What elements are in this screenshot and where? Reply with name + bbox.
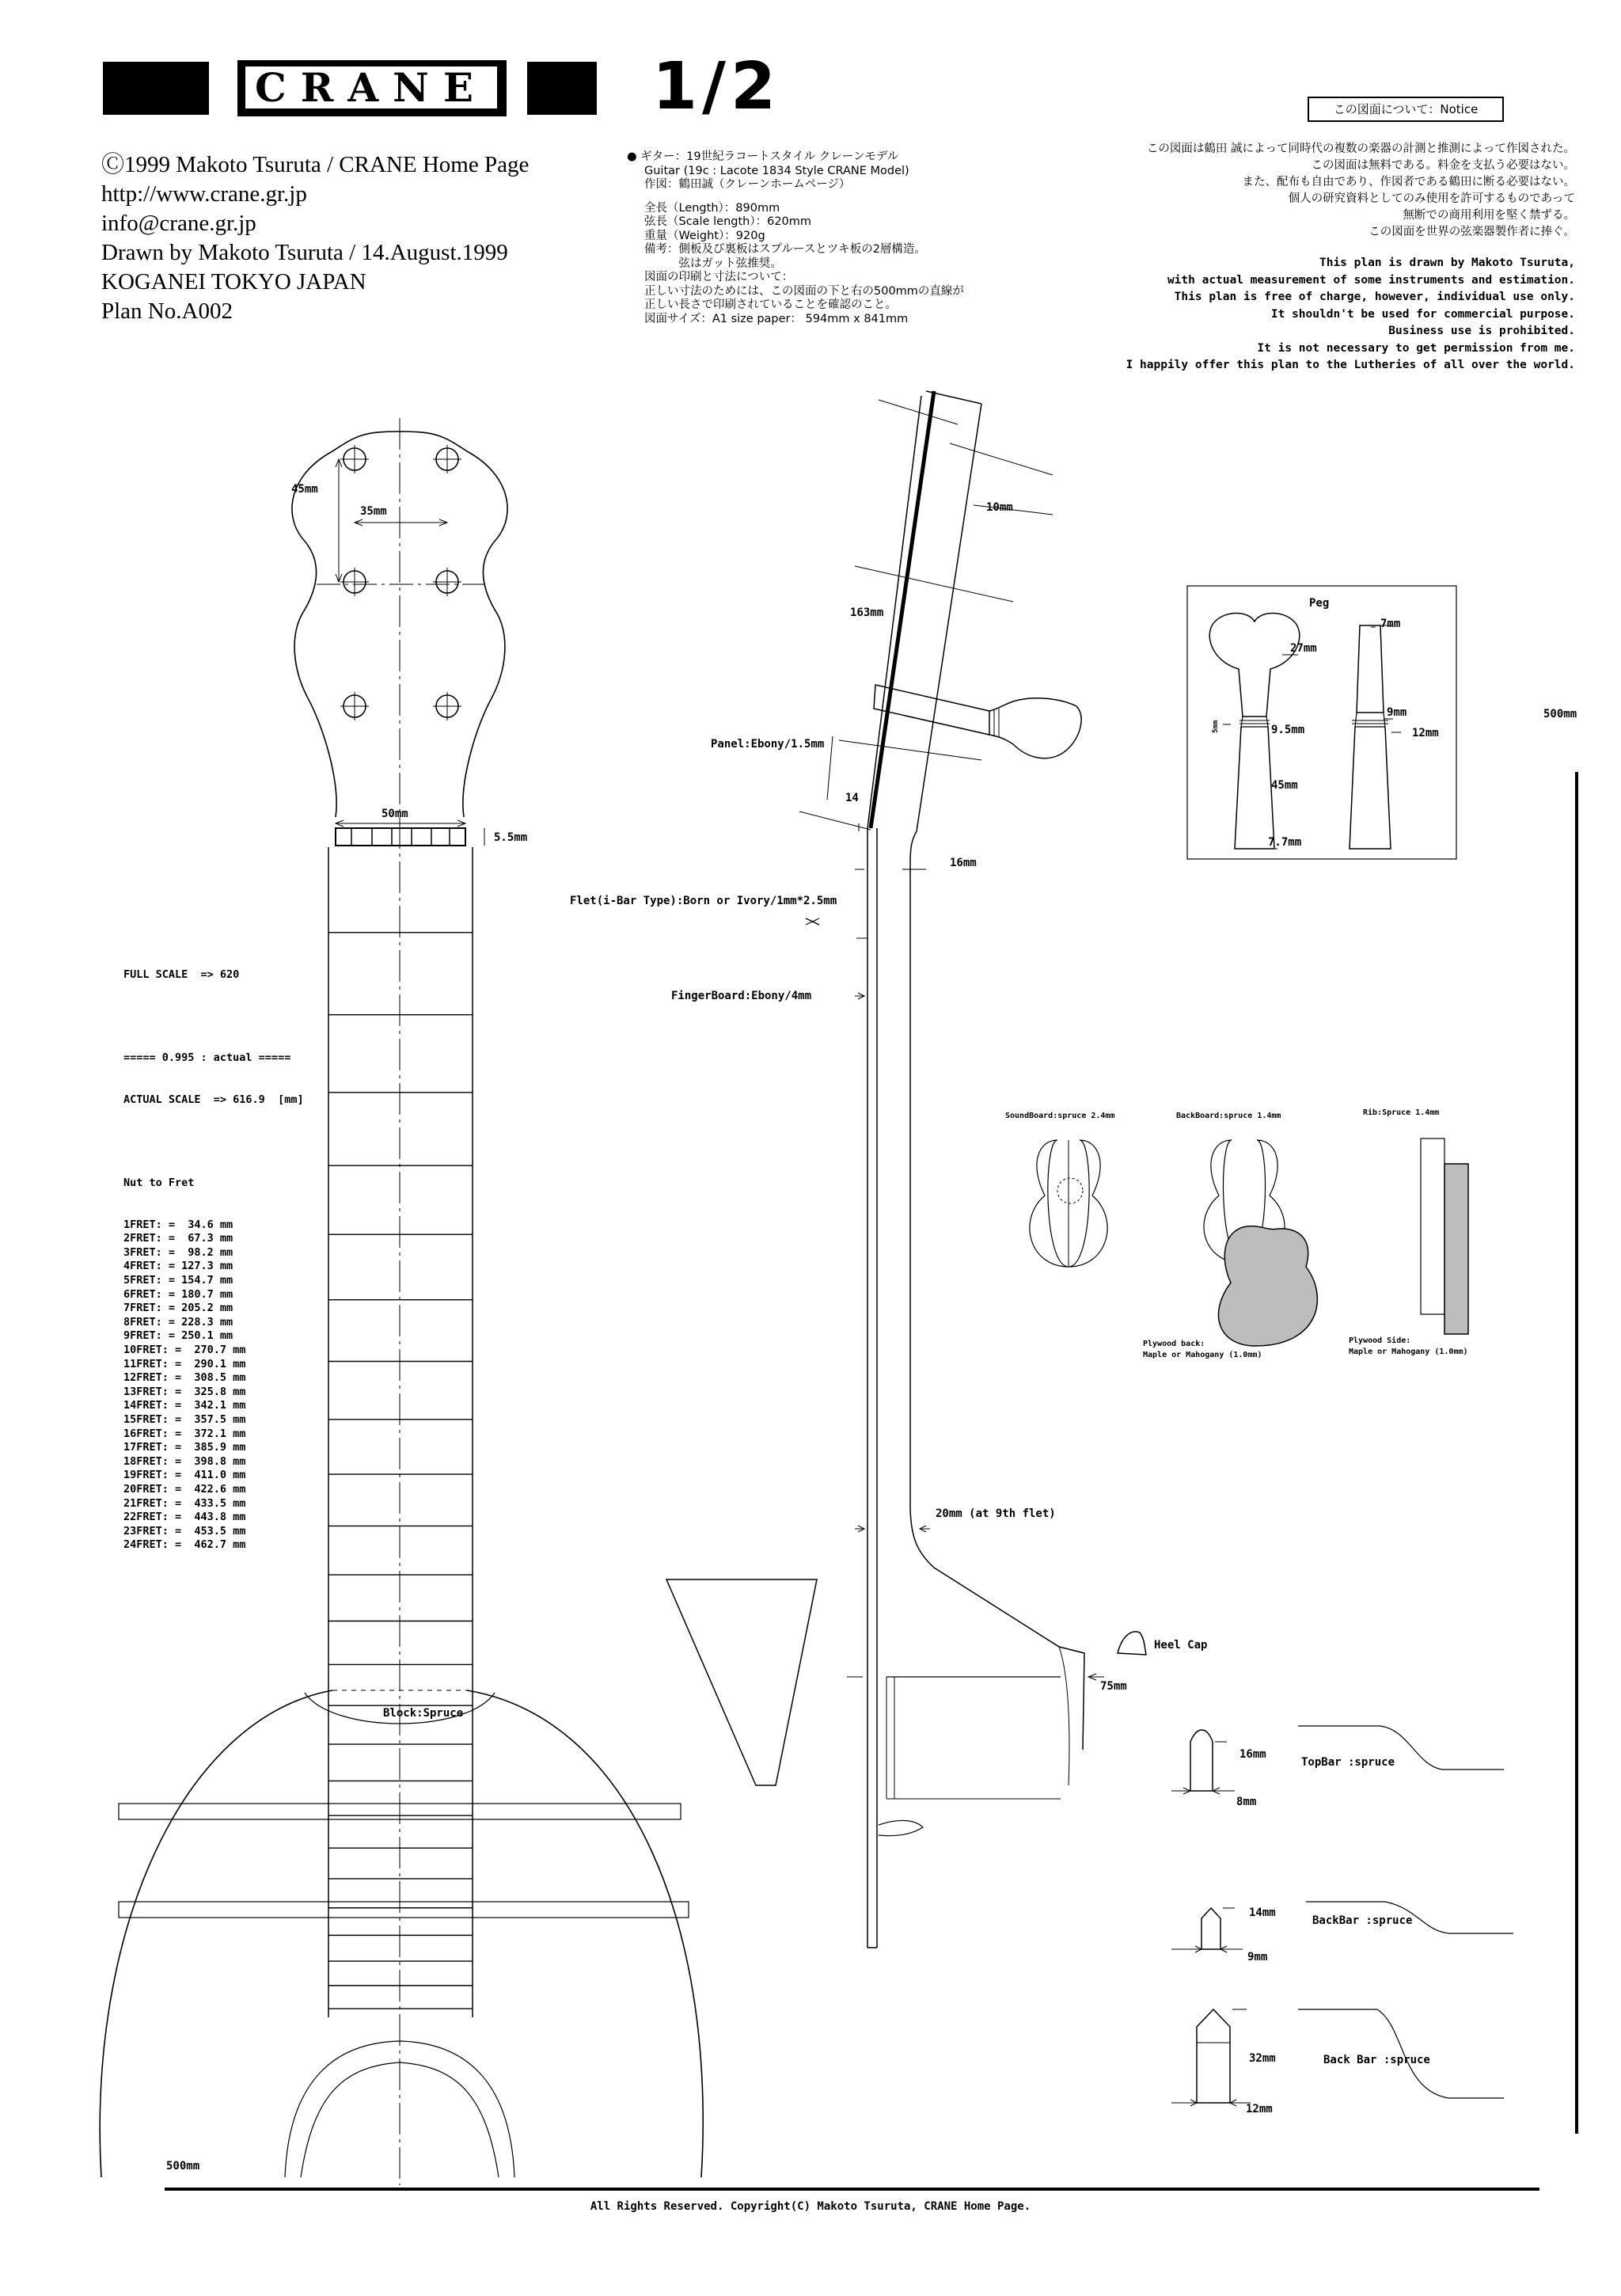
dim-peg-7-7: 7.7mm — [1268, 836, 1302, 849]
label-topbar: TopBar :spruce — [1301, 1756, 1395, 1769]
fret-row: 1FRET: = 34.6 mm — [123, 1218, 233, 1231]
notice-jp-line: また、配布も自由であり、作図者である鶴田に断る必要はない。 — [1242, 176, 1575, 188]
dim-side-20: 20mm (at 9th flet) — [936, 1507, 1056, 1520]
label-fret-type: Flet(i-Bar Type):Born or Ivory/1mm*2.5mm — [570, 895, 837, 907]
label-backbar: BackBar :spruce — [1312, 1914, 1413, 1927]
crane-logo-text: CRANE — [245, 67, 497, 108]
notice-jp-line: 個人の研究資料としてのみ使用を許可するものであって — [1288, 192, 1575, 205]
peg-front-view — [1209, 613, 1300, 717]
label-backboard: BackBoard:spruce 1.4mm — [1176, 1112, 1281, 1120]
notice-jp-line: 無断での商用利用を堅く禁ずる。 — [1403, 209, 1575, 222]
fret-row: 14FRET: = 342.1 mm — [123, 1399, 246, 1412]
spec-line: 図面の印刷と寸法について： — [644, 271, 794, 283]
fret-row: 13FRET: = 325.8 mm — [123, 1385, 246, 1398]
notice-en-line: It shouldn't be used for commercial purpose. — [1270, 307, 1575, 321]
dim-side-163: 163mm — [850, 606, 884, 619]
label-panel: Panel:Ebony/1.5mm — [711, 738, 825, 751]
spec-drawn: 作図：鶴田誠（クレーンホームページ） — [644, 178, 851, 191]
credit-plan-number: Plan No.A002 — [101, 298, 233, 324]
label-rib: Rib:Spruce 1.4mm — [1363, 1108, 1440, 1117]
notice-en-line: Business use is prohibited. — [1388, 325, 1575, 337]
fret-heading: Nut to Fret — [123, 1176, 195, 1189]
spec-line: 正しい寸法のためには、この図面の下と右の500mmの直線が — [644, 284, 964, 298]
dim-side-16: 16mm — [950, 857, 977, 869]
spec-line: 弦長（Scale length）：620mm — [644, 215, 812, 228]
fret-row: 5FRET: = 154.7 mm — [123, 1274, 233, 1287]
dim-head-45: 45mm — [291, 483, 318, 496]
fret-row: 19FRET: = 411.0 mm — [123, 1469, 246, 1482]
dim-peg-45: 45mm — [1271, 779, 1298, 792]
scale-title: 1/2 — [652, 49, 781, 124]
dim-peg-7: 7mm — [1380, 618, 1401, 630]
fret-row: 2FRET: = 67.3 mm — [123, 1232, 233, 1245]
dim-side-10: 10mm — [986, 501, 1013, 514]
notice-box: この図面について：Notice — [1308, 97, 1504, 122]
dim-backbar2-32: 32mm — [1249, 2052, 1276, 2065]
fret-row: 20FRET: = 422.6 mm — [123, 1482, 246, 1496]
transverse-bar-lower — [119, 1902, 689, 1918]
spec-line: 正しい長さで印刷されていることを確認のこと。 — [644, 298, 897, 311]
fret-row: 24FRET: = 462.7 mm — [123, 1538, 246, 1552]
fret-row: 3FRET: = 98.2 mm — [123, 1245, 233, 1259]
fret-ratio: ===== 0.995 : actual ===== — [123, 1051, 291, 1065]
spec-line: 図面サイズ：A1 size paper： 594mm x 841mm — [644, 312, 909, 325]
soundboard-shape — [1030, 1140, 1069, 1267]
dim-backbar-14: 14mm — [1249, 1906, 1276, 1919]
label-plywood-back-1: Plywood back: — [1143, 1340, 1205, 1348]
dim-peg-9: 9mm — [1387, 706, 1407, 719]
spec-line: 全長（Length）：890mm — [644, 201, 780, 215]
fret-row: 11FRET: = 290.1 mm — [123, 1357, 246, 1370]
label-backbar2: Back Bar :spruce — [1323, 2054, 1430, 2066]
spec-line: 弦はガット弦推奨。 — [644, 257, 782, 270]
fret-row: 12FRET: = 308.5 mm — [123, 1371, 246, 1385]
fret-row: 17FRET: = 385.9 mm — [123, 1441, 246, 1454]
footer-copyright: All Rights Reserved. Copyright(C) Makoto Tsuruta, CRANE Home Page. — [590, 2200, 1031, 2213]
credit-drawn-by: Drawn by Makoto Tsuruta / 14.August.1999 — [101, 240, 508, 265]
notice-en-line: with actual measurement of some instruments and estimation. — [1167, 273, 1575, 287]
spec-line: 重量（Weight）：920g — [644, 229, 765, 242]
fret-row: 4FRET: = 127.3 mm — [123, 1260, 233, 1273]
fret-row: 8FRET: = 228.3 mm — [123, 1315, 233, 1329]
label-plywood-side-2: Maple or Mahogany (1.0mm) — [1349, 1348, 1468, 1356]
label-soundboard: SoundBoard:spruce 2.4mm — [1005, 1112, 1115, 1120]
backbar2-profile — [1197, 2009, 1230, 2103]
dim-peg-9-5: 9.5mm — [1271, 724, 1305, 736]
backbar-profile — [1202, 1908, 1220, 1949]
neck-block-trapezoid — [666, 1579, 817, 1785]
label-peg-title: Peg — [1309, 597, 1330, 610]
credit-copyright: Ⓒ1999 Makoto Tsuruta / CRANE Home Page — [101, 152, 530, 177]
dim-side-14: 14 — [845, 792, 859, 804]
fret-row: 22FRET: = 443.8 mm — [123, 1511, 246, 1524]
credit-location: KOGANEI TOKYO JAPAN — [101, 269, 366, 295]
fret-row: 18FRET: = 398.8 mm — [123, 1454, 246, 1468]
dim-nut-50: 50mm — [382, 808, 408, 820]
dim-topbar-16: 16mm — [1239, 1748, 1266, 1761]
notice-jp-line: この図面は無料である。料金を支払う必要はない。 — [1311, 159, 1575, 172]
credit-email: info@crane.gr.jp — [101, 211, 256, 236]
fret-row: 9FRET: = 250.1 mm — [123, 1329, 233, 1343]
fret-row: 15FRET: = 357.5 mm — [123, 1413, 246, 1426]
fret-row: 23FRET: = 453.5 mm — [123, 1524, 246, 1538]
dim-nut-5-5: 5.5mm — [494, 831, 528, 844]
notice-jp-line: この図面を世界の弦楽器製作者に捧ぐ。 — [1369, 226, 1575, 238]
plywood-back-shape — [1218, 1226, 1317, 1346]
spec-line: 備考：側板及び裏板はスプルースとツキ板の2層構造。 — [644, 243, 926, 256]
fret-row: 10FRET: = 270.7 mm — [123, 1344, 246, 1357]
label-plywood-side-1: Plywood Side: — [1349, 1336, 1411, 1345]
fret-row: 21FRET: = 433.5 mm — [123, 1496, 246, 1510]
fret-row: 6FRET: = 180.7 mm — [123, 1287, 233, 1301]
notice-en-line: This plan is drawn by Makoto Tsuruta, — [1319, 257, 1575, 269]
dim-side-75: 75mm — [1100, 1680, 1127, 1693]
dim-backbar-9: 9mm — [1247, 1951, 1268, 1963]
neck-back-profile — [910, 831, 1084, 1750]
notice-jp-line: この図面は鶴田 誠によって同時代の複数の楽器の計測と推測によって作図された。 — [1146, 143, 1575, 155]
nut — [336, 828, 465, 846]
peg-side-view — [1357, 625, 1384, 713]
label-block: Block:Spruce — [383, 1707, 464, 1720]
topbar-profile — [1190, 1730, 1213, 1791]
spec-title: ● ギター：19世紀ラコートスタイル クレーンモデル — [627, 150, 899, 163]
dim-backbar2-12: 12mm — [1246, 2103, 1273, 2115]
dim-right-500: 500mm — [1543, 708, 1577, 720]
fret-lines — [328, 933, 473, 2009]
plywood-side-strip — [1444, 1164, 1468, 1334]
notice-en-line: It is not necessary to get permission from me. — [1257, 341, 1575, 355]
label-plywood-back-2: Maple or Mahogany (1.0mm) — [1143, 1351, 1262, 1359]
heel-button — [879, 1820, 923, 1835]
spec-subtitle: Guitar (19c : Lacote 1834 Style CRANE Model) — [644, 164, 909, 177]
fret-actual-scale: ACTUAL SCALE => 616.9 [mm] — [123, 1093, 304, 1106]
label-heel-cap: Heel Cap — [1154, 1639, 1208, 1652]
notice-en-line: I happily offer this plan to the Lutheries of all over the world. — [1126, 359, 1575, 371]
fret-row: 16FRET: = 372.1 mm — [123, 1427, 246, 1440]
label-fingerboard: FingerBoard:Ebony/4mm — [671, 990, 812, 1002]
notice-en-line: This plan is free of charge, however, individual use only. — [1174, 291, 1575, 303]
dim-topbar-8: 8mm — [1236, 1796, 1257, 1808]
dim-peg-27: 27mm — [1290, 642, 1317, 655]
credit-url: http://www.crane.gr.jp — [101, 181, 307, 207]
body-outline — [100, 1690, 703, 2177]
tuner-holes — [340, 445, 461, 720]
dim-peg-5: 5mm — [1212, 720, 1220, 733]
dim-peg-12: 12mm — [1412, 727, 1439, 739]
peg-detail-frame — [1187, 586, 1456, 859]
fret-full-scale: FULL SCALE => 620 — [123, 968, 240, 982]
fret-row: 7FRET: = 205.2 mm — [123, 1302, 233, 1315]
heel-cap-shape — [1118, 1632, 1146, 1655]
dim-head-35: 35mm — [360, 505, 387, 518]
dim-bottom-500: 500mm — [166, 2160, 200, 2172]
rib-strip — [1421, 1138, 1444, 1314]
